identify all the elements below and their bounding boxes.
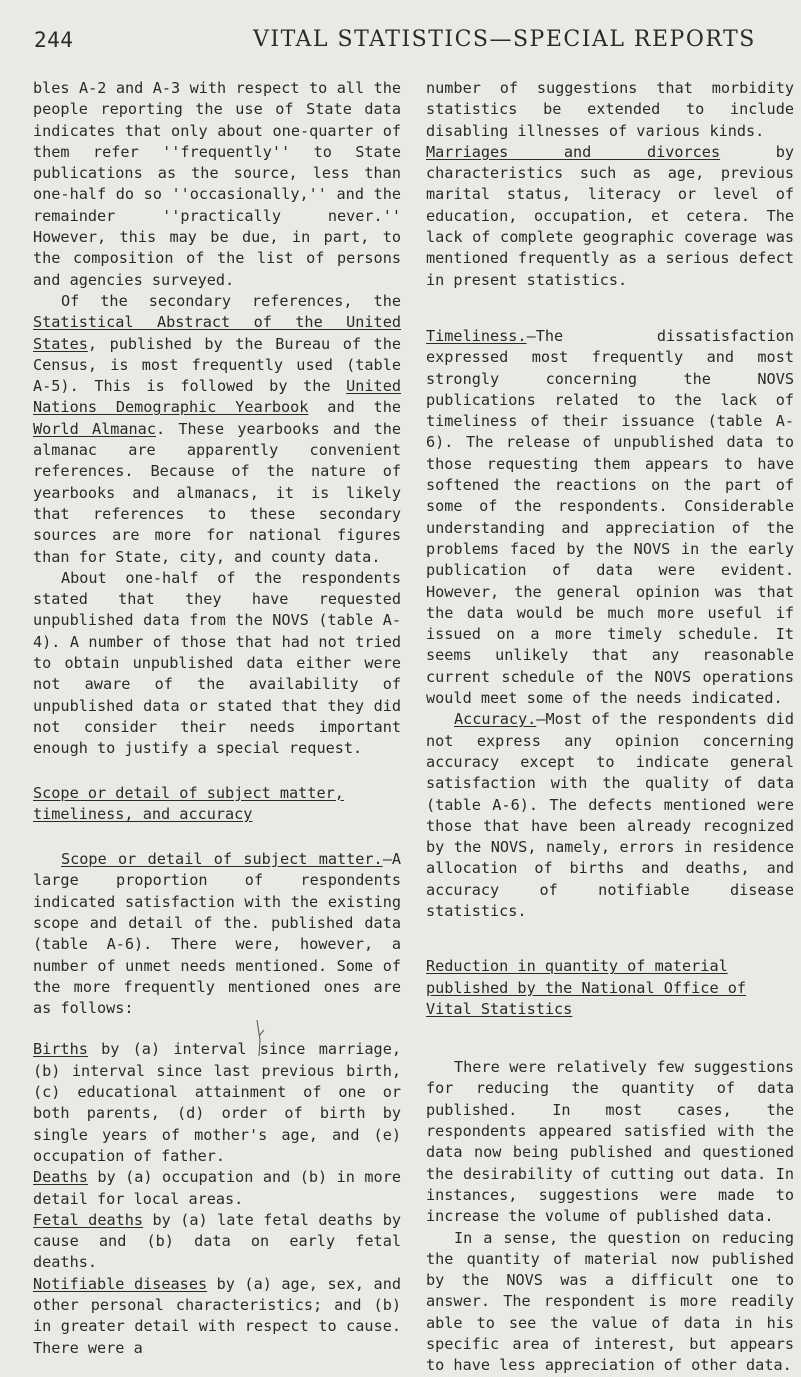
paragraph: Of the secondary references, the Statistical Abstract of the United States, published by the Bureau of the Census, is most frequently used (table A-5). This is followed by the United Nations Demographic Yearbook and the World Almanac. These yearbooks and the almanac are apparently convenient references. Because of the nature of yearbooks and almanacs, it is likely that references to these secondary sources are more for national figures than for State, city, and county data.: [33, 291, 402, 566]
reference-title: United Nations Demographic Yearbook: [33, 377, 401, 417]
left-column: [33, 78, 401, 1359]
paragraph: Accuracy.—Most of the respondents did not express any opinion concerning accuracy except to indicate general satisfaction with the quality of data (table A-6). The defects mentioned were those that have been already recognized by the NOVS, namely, errors in residence allocation of births and deaths, and accuracy of notifiable disease statistics.: [426, 710, 794, 920]
list-item: Notifiable diseases by (a) age, sex, and other personal characteristics; and (b) in greater detail with respect to cause. There were a: [33, 1274, 401, 1357]
section-heading: Scope or detail of subject matter, timeliness, and accuracy: [33, 783, 344, 823]
paragraph: bles A-2 and A-3 with respect to all the people reporting the use of State data indicates that only about one-quarter of them refer ''frequently'' to State publications as the source, less than one-half do so ''occasionally,'' and the remainder ''practically never.'' However, this may be due, in part, to the composition of the list of persons and agencies surveyed.: [33, 79, 401, 289]
page-number: 244: [34, 28, 74, 52]
run-in-heading: Scope or detail of subject matter.: [61, 850, 383, 869]
list-term: Marriages and divorces: [426, 142, 721, 161]
paragraph: Timeliness.—The dissatisfaction expressed most frequently and most strongly concerning the NOVS publications related to the lack of timeliness of their issuance (table A-6). The release of unpublished data to those requesting them appears to have softened the reactions on the part of some of the respondents. Considerable understanding and appreciation of the problems faced by the NOVS in the early publication of data were evident. However, the general opinion was that the data would be much more useful if issued on a more timely schedule. It seems unlikely that any reasonable current schedule of the NOVS operations would meet some of the needs indicated.: [426, 326, 794, 708]
paragraph: number of suggestions that morbidity statistics be extended to include disabling illnesses of various kinds.: [426, 79, 794, 140]
reference-title: Statistical Abstract of the United States: [33, 313, 401, 353]
run-in-heading: Accuracy.: [454, 710, 537, 729]
list-item: Marriages and divorces by characteristics such as age, previous marital status, literacy or level of education, occupation, et cetera. The lack of complete geographic coverage was mentioned frequently as a serious defect in present statistics.: [426, 142, 794, 289]
list-term: Deaths: [33, 1168, 88, 1187]
run-in-heading: Timeliness.: [426, 326, 527, 345]
section-heading: Reduction in quantity of material published by the National Office of Vital Statistics: [426, 957, 747, 1018]
list-term: Fetal deaths: [33, 1210, 144, 1229]
pen-mark: [255, 1018, 267, 1058]
list-term: Notifiable diseases: [33, 1274, 208, 1293]
paragraph: There were relatively few suggestions for reducing the quantity of data published. In most cases, the respondents appeared satisfied with the data now being published and questioned the desirability of cutting out data. In instances, suggestions were made to increase the volume of published data.: [426, 1058, 794, 1226]
list-item: Fetal deaths by (a) late fetal deaths by cause and (b) data on early fetal deaths.: [33, 1210, 401, 1272]
running-head: VITAL STATISTICS—SPECIAL REPORTS: [253, 27, 756, 52]
list-term: Births: [33, 1040, 88, 1059]
list-item: Births by (a) interval since marriage, (b) interval since last previous birth, (c) educational attainment of one or both parents, (d) order of birth by single years of mother's age, and (e) occupation of father.: [33, 1040, 401, 1165]
list-item: Deaths by (a) occupation and (b) in more detail for local areas.: [33, 1168, 401, 1208]
reference-title: World Almanac: [33, 419, 156, 438]
paragraph: About one-half of the respondents stated that they have requested unpublished data from the NOVS (table A-4). A number of those that had not tried to obtain unpublished data either were not aware of the availability of unpublished data or stated that they did not consider their needs important enough to justify a special request.: [33, 568, 401, 758]
right-column: [426, 78, 794, 1377]
paragraph: In a sense, the question on reducing the quantity of material now published by the NOVS was a difficult one to answer. The respondent is more readily able to see the value of data in his specific area of interest, but appears to have less appreciation of other data.: [426, 1228, 794, 1375]
paragraph: Scope or detail of subject matter.—A large proportion of respondents indicated satisfaction with the existing scope and detail of the. published data (table A-6). There were, however, a number of unmet needs mentioned. Some of the more frequently mentioned ones are as follows:: [33, 850, 401, 1018]
